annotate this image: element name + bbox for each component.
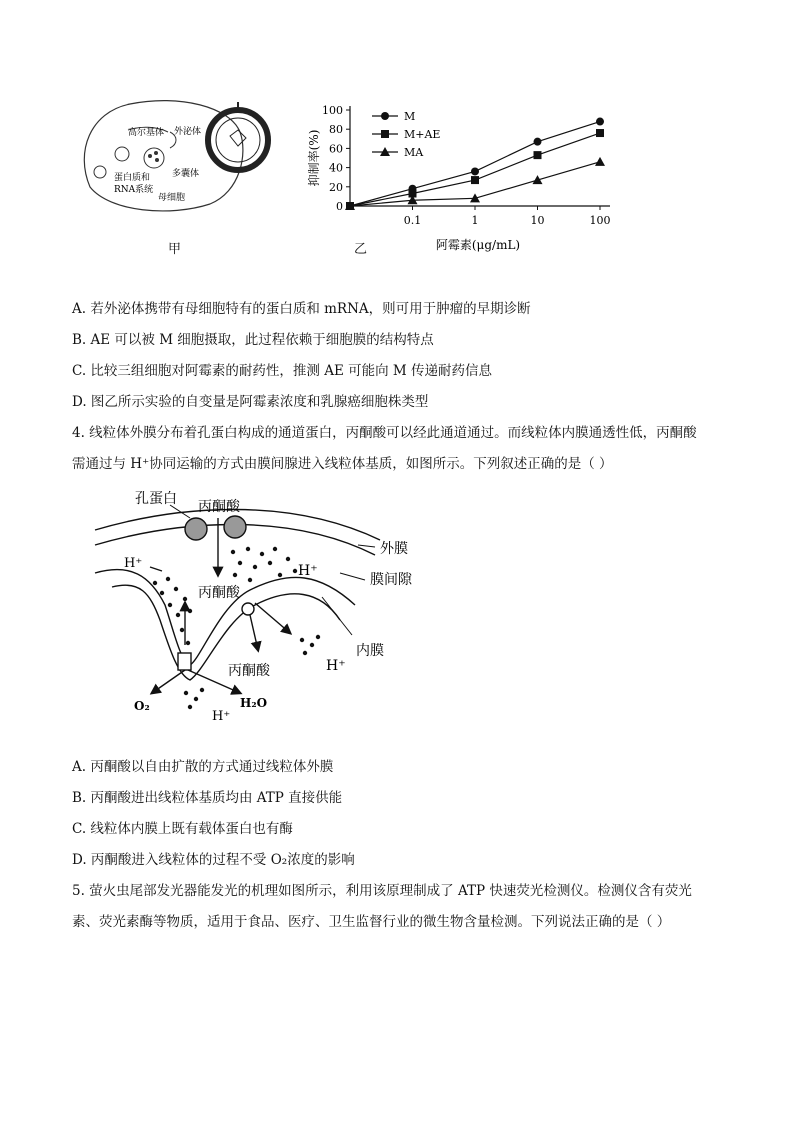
x-axis-label: 阿霉素(μg/mL) — [435, 238, 521, 252]
y-axis-label: 抑制率(%) — [307, 129, 321, 187]
label-pyruvate-bottom: 丙酮酸 — [228, 663, 270, 679]
q4-option-c: C. 线粒体内膜上既有载体蛋白也有酶 — [72, 821, 293, 837]
label-o2: O₂ — [134, 699, 150, 713]
y-tick-label: 0 — [336, 200, 343, 213]
y-tick-label: 60 — [329, 142, 343, 156]
q3-option-b: B. AE 可以被 M 细胞摄取，此过程依赖于细胞膜的结构特点 — [72, 332, 434, 348]
label-pyruvate-top: 丙酮酸 — [198, 499, 240, 515]
x-tick-label: 1 — [471, 214, 479, 227]
y-tick-label: 40 — [329, 161, 343, 175]
data-point-M — [534, 138, 542, 146]
y-tick-label: 80 — [329, 123, 343, 137]
label-porin: 孔蛋白 — [135, 491, 177, 507]
y-tick-label: 20 — [329, 180, 343, 194]
figure-jia-diagram — [70, 92, 290, 217]
figure-jia-caption: 甲 — [168, 242, 182, 257]
x-tick-label: 100 — [589, 214, 611, 227]
label-h-right: H⁺ — [298, 563, 318, 579]
figure-yi-caption: 乙 — [354, 242, 368, 257]
label-rna-system: RNA系统 — [114, 185, 154, 195]
q4-option-a: A. 丙酮酸以自由扩散的方式通过线粒体外膜 — [72, 759, 334, 775]
q3-option-c: C. 比较三组细胞对阿霉素的耐药性，推测 AE 可能向 M 传递耐药信息 — [72, 363, 493, 379]
label-mother-cell: 母细胞 — [158, 193, 186, 203]
data-point-M — [596, 118, 604, 126]
y-tick-label: 100 — [322, 104, 343, 117]
legend-marker — [381, 130, 389, 138]
x-tick-label: 0.1 — [403, 214, 422, 227]
data-point-M+AE — [596, 129, 604, 137]
label-proteins-rna: 蛋白质和 — [114, 173, 151, 183]
q4-option-d: D. 丙酮酸进入线粒体的过程不受 O₂浓度的影响 — [72, 852, 355, 868]
x-tick-label: 10 — [530, 214, 545, 227]
q5-stem-line2: 素、荧光素酶等物质，适用于食品、医疗、卫生监督行业的微生物含量检测。下列说法正确的是（ ） — [72, 914, 671, 930]
label-h-lower-right: H⁺ — [326, 658, 346, 674]
q3-option-a: A. 若外泌体携带有母细胞特有的蛋白质和 mRNA，则可用于肿瘤的早期诊断 — [72, 301, 531, 317]
figure-yi-chart — [300, 96, 630, 256]
legend-label: M — [404, 110, 416, 123]
label-pyruvate-mid: 丙酮酸 — [198, 585, 240, 601]
legend-marker — [381, 112, 389, 120]
label-h-bottom: H⁺ — [212, 709, 231, 724]
q5-stem-line1: 5. 萤火虫尾部发光器能发光的机理如图所示，利用该原理制成了 ATP 快速荧光检测仪。检测仪含有荧光 — [72, 883, 692, 899]
mitochondria-diagram — [90, 485, 450, 725]
label-h2o: H₂O — [240, 696, 268, 710]
label-intermembrane-space: 膜间隙 — [370, 572, 412, 588]
label-h-left: H⁺ — [124, 556, 143, 571]
data-point-M+AE — [471, 176, 479, 184]
label-mvb: 多囊体 — [172, 169, 200, 179]
label-outer-membrane: 外膜 — [380, 541, 408, 557]
data-point-M — [471, 167, 479, 175]
q4-stem-line1: 4. 线粒体外膜分布着孔蛋白构成的通道蛋白，丙酮酸可以经此通道通过。而线粒体内膜通透性低，丙酮酸 — [72, 425, 697, 441]
legend-label: M+AE — [404, 128, 441, 141]
label-exosome: 外泌体 — [174, 127, 202, 137]
q4-option-b: B. 丙酮酸进出线粒体基质均由 ATP 直接供能 — [72, 790, 343, 806]
legend-label: MA — [404, 146, 424, 159]
label-inner-membrane: 内膜 — [356, 643, 384, 659]
q4-stem-line2: 需通过与 H⁺协同运输的方式由膜间腺进入线粒体基质，如图所示。下列叙述正确的是（ ） — [72, 456, 613, 472]
label-golgi: 高尔基体 — [128, 128, 165, 138]
data-point-M+AE — [534, 151, 542, 159]
data-point-MA — [595, 157, 605, 166]
q3-option-d: D. 图乙所示实验的自变量是阿霉素浓度和乳腺癌细胞株类型 — [72, 394, 429, 410]
